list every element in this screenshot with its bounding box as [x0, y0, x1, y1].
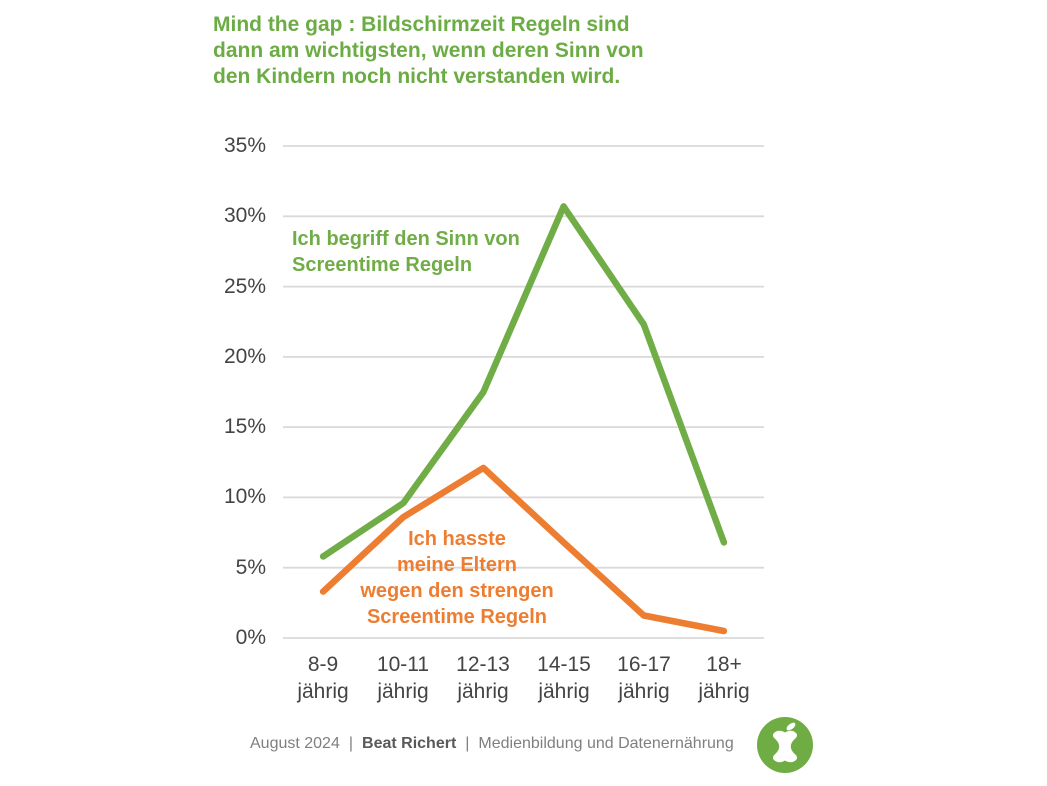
- series-1-label-line-2: meine Eltern: [396, 554, 518, 576]
- footer-credit: [250, 734, 734, 753]
- series-0-label: [292, 226, 520, 278]
- series-0-label-line-1: Ich begriff den Sinn von: [292, 228, 520, 250]
- x-axis-tick-label: 10-11 jährig: [376, 653, 430, 703]
- series-1-label-line-4: Screentime Regeln: [366, 606, 548, 628]
- series-1-label: [297, 526, 617, 630]
- footer-separator: |: [348, 735, 354, 752]
- x-axis-tick-label: 18+ jährig: [698, 653, 750, 703]
- y-axis-tick-label: 35%: [223, 134, 266, 157]
- x-axis-tick-label: 14-15 jährig: [537, 653, 591, 703]
- y-axis-tick-label: 10%: [223, 485, 266, 508]
- y-axis-tick-label: 0%: [235, 626, 266, 649]
- y-axis-tick-label: 5%: [235, 556, 266, 579]
- x-axis-tick-label: 16-17 jährig: [617, 653, 671, 703]
- y-axis-tick-label: 15%: [223, 415, 266, 438]
- footer-organization: Medienbildung und Datenernährung: [478, 735, 734, 752]
- chart-title-line-3: den Kindern noch nicht verstanden wird.: [213, 65, 621, 88]
- y-axis-tick-label: 30%: [223, 204, 266, 227]
- apple-core-logo-icon: [756, 716, 814, 774]
- chart-title-line-2: dann am wichtigsten, wenn deren Sinn von: [213, 39, 644, 62]
- x-axis-tick-label: 8-9 jährig: [297, 653, 349, 703]
- footer-separator: |: [465, 735, 470, 752]
- y-axis-tick-label: 25%: [223, 275, 266, 298]
- series-1-label-line-3: wegen den strengen: [360, 580, 554, 602]
- footer-date: August 2024: [250, 735, 340, 752]
- series-0-label-line-2: Screentime Regeln: [292, 254, 473, 276]
- y-axis-tick-label: 20%: [223, 345, 266, 368]
- series-1-label-line-1: Ich hasste: [408, 528, 506, 550]
- x-axis-tick-label: 12-13 jährig: [456, 653, 510, 703]
- footer-author: Beat Richert: [362, 735, 457, 752]
- chart-title-line-1: Mind the gap : Bildschirmzeit Regeln sind: [213, 13, 630, 36]
